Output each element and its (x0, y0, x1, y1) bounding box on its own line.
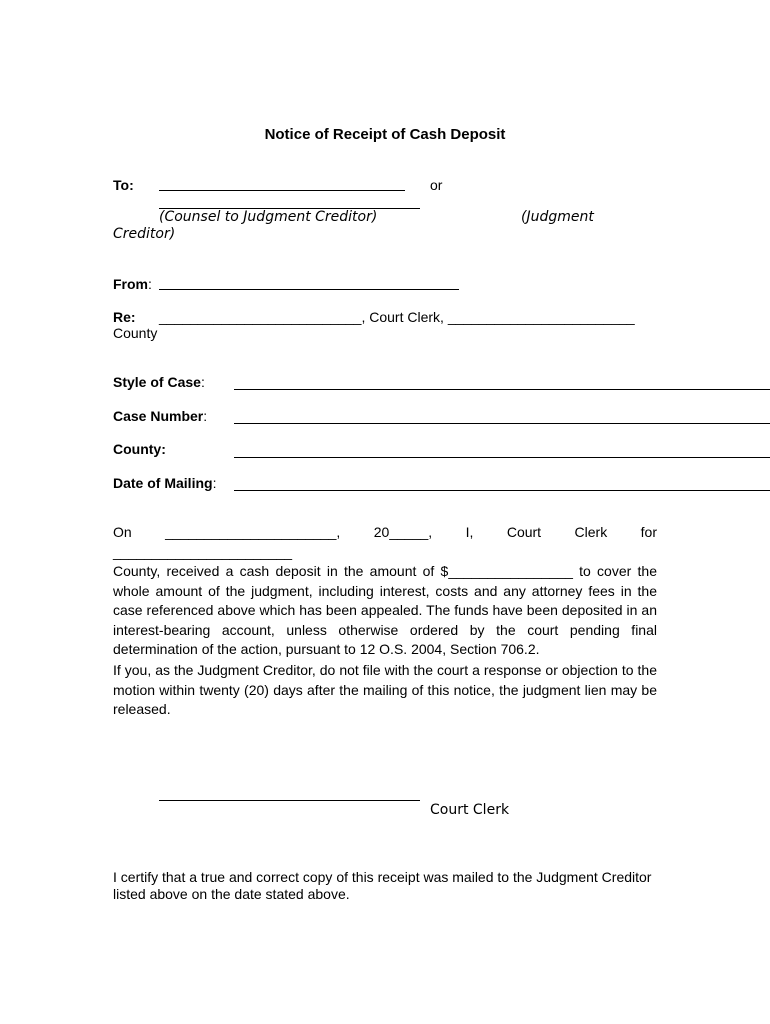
creditor-caption: (Judgment (521, 209, 594, 225)
style-of-case-label (113, 374, 205, 390)
re-blank-1[interactable]: __________________________ (159, 309, 362, 325)
creditor-caption-wrap: Creditor) (113, 226, 176, 242)
to-label: To: (113, 177, 134, 193)
counsel-caption: (Counsel to Judgment Creditor) (159, 209, 378, 225)
to-or-text: or (430, 177, 443, 193)
date-of-mailing-label (113, 475, 216, 491)
case-number-label (113, 408, 207, 424)
court-clerk-caption: Court Clerk (430, 802, 510, 818)
style-of-case-blank[interactable] (234, 389, 770, 390)
re-court-clerk-text: , Court Clerk, (361, 309, 448, 325)
from-colon: : (148, 276, 152, 292)
county-blank[interactable] (234, 457, 770, 458)
re-label: Re: (113, 309, 136, 325)
case-number-text: Case Number (113, 408, 204, 424)
style-of-case-text: Style of Case (113, 374, 201, 390)
date-of-mailing-colon: : (212, 475, 217, 491)
re-line (159, 309, 635, 325)
case-number-colon: : (203, 408, 208, 424)
paragraph-1-body: County, received a cash deposit in the amount of $________________ to cover the whole amount of the judgment, including interest, costs and any attorney fees in the case referenced above which has been appealed. The funds have been deposited in an interest-bearing account, unless otherwise ordered by the court pending final determination of the action, pursuant to 12 O.S. 2004, Section 706.2. (113, 563, 657, 657)
certify-line-2: listed above on the date stated above. (113, 886, 350, 902)
paragraph-1-first-line: On ______________________, 20_____, I, Court Clerk for _______________________ (113, 524, 657, 560)
county-label: County: (113, 441, 166, 457)
re-county-text: County (113, 325, 158, 341)
date-of-mailing-blank[interactable] (234, 490, 770, 491)
date-of-mailing-text: Date of Mailing (113, 475, 213, 491)
signature-line[interactable] (159, 800, 420, 801)
body-paragraph-2 (113, 661, 657, 720)
to-counsel-blank[interactable] (159, 190, 405, 191)
page-title: Notice of Receipt of Cash Deposit (264, 126, 506, 143)
from-label (113, 276, 152, 292)
body-paragraph-1 (113, 523, 657, 660)
re-blank-2[interactable]: ________________________ (447, 309, 635, 325)
case-number-blank[interactable] (234, 423, 770, 424)
from-label-text: From (113, 276, 148, 292)
from-blank[interactable] (159, 289, 459, 290)
certify-line-1: I certify that a true and correct copy of this receipt was mailed to the Judgment Creditor (113, 869, 652, 885)
style-of-case-colon: : (200, 374, 205, 390)
paragraph-2-text: If you, as the Judgment Creditor, do not file with the court a response or objection to the motion within twenty (20) days after the mailing of this notice, the judgment lien may be released. (113, 662, 657, 717)
